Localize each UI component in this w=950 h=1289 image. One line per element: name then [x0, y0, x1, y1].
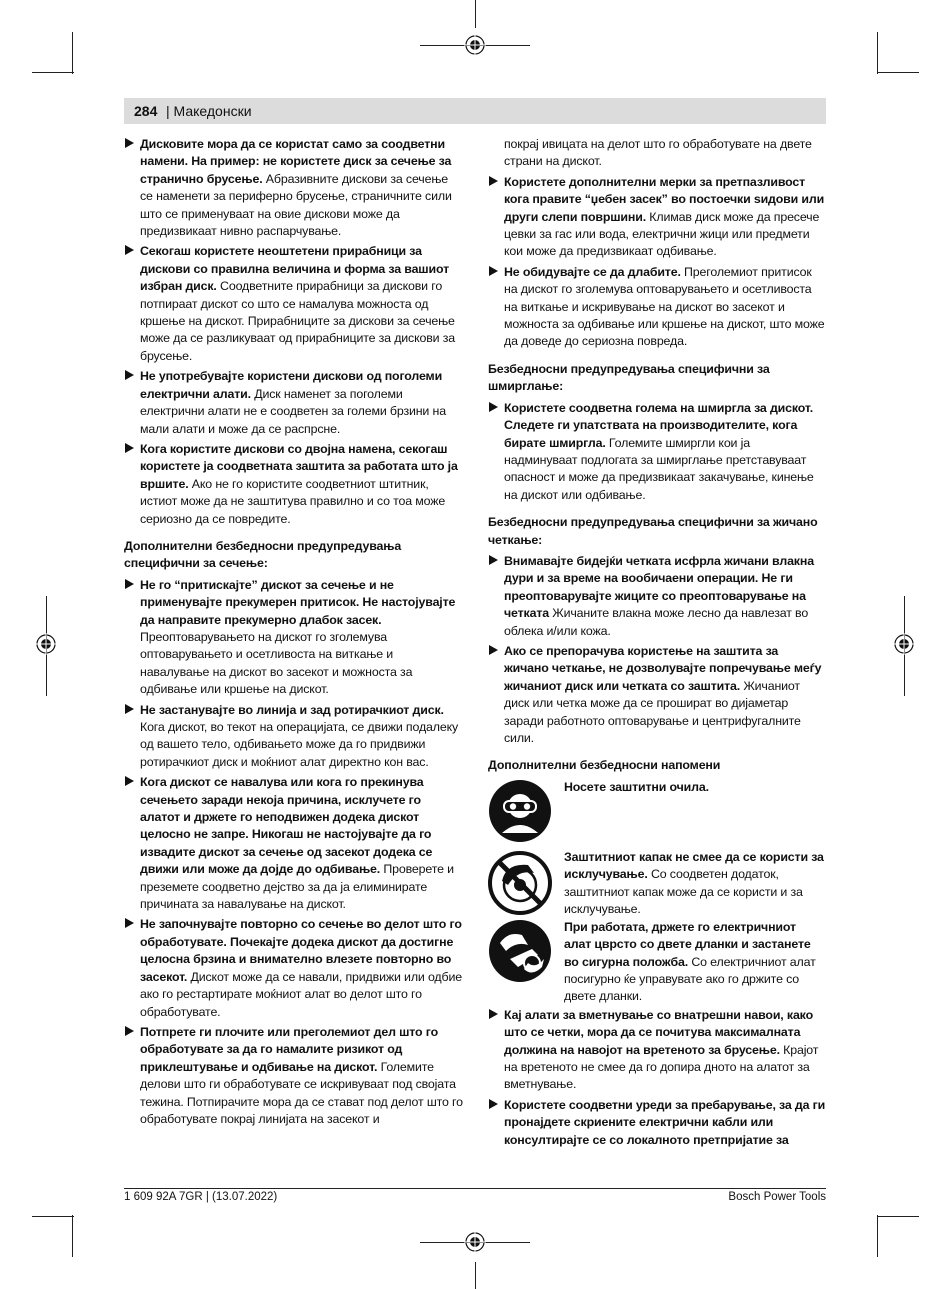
- list-item: Не застанувајте во линија и зад ротирачкиот диск. Кога дискот, во текот на операцијата, се движи подалеку од вашето тело, одбивањето може да го придвижи ротирачкиот диск и моќниот алат директно кон вас.: [124, 702, 464, 772]
- bullet-arrow-icon: [125, 776, 134, 786]
- crop-mark: [877, 1215, 878, 1257]
- list-item: Кога користите дискови со двојна намена, секогаш користете ја соодветната заштита за работата што ја вршите. Ако не го користите соодветниот штитник, истиот може да не заштитува правилно и со тоа може сериозно да се повредите.: [124, 441, 464, 528]
- list-item: Ако се препорачува користење на заштита за жичано четкање, не дозволувајте попречување меѓу жичаниот диск или четката со заштита. Жичаниот диск или четка може да се прошират во дијаметар заради работното оптоварување и центрифугалните сили.: [488, 643, 826, 747]
- crop-mark: [475, 1262, 476, 1289]
- list-item: Користете соодветна голема на шмиргла за дискот. Следете ги упатствата на производителите, кога бирате шмиргла. Големите шмиргли кои ја надминуваат подлогата за шмирглање претставуваат опасност и може да предизвикаат закачување, кинење на дискот или одбивање.: [488, 400, 826, 504]
- bullet-arrow-icon: [489, 266, 498, 276]
- symbol-row-goggles: [488, 779, 826, 849]
- section-heading: Дополнителни безбедносни напомени: [488, 758, 721, 773]
- bullet-arrow-icon: [125, 918, 134, 928]
- list-item: Користете дополнителни мерки за претпазливост кога правите “џебен засек” во постоечки ѕидови или други слепи површини. Климав диск може да пресече цевки за гас или вода, електрични жици или предмети кои може да предизвикаат одбивање.: [488, 174, 826, 261]
- bullet-arrow-icon: [489, 645, 498, 655]
- symbol-text: Заштитниот капак не смее да се користи за исклучување. Со соодветен додаток, заштитниот капак може да се користи и за исклучување.: [564, 849, 824, 917]
- crop-mark: [877, 32, 878, 74]
- crop-mark: [32, 72, 74, 73]
- continued-text: покрај ивицата на делот што го обработувате на двете страни на дискот.: [504, 137, 812, 169]
- list-item: Не го “притискајте” дискот за сечење и не применувајте прекумерен притисок. Не настојувајте да направите прекумерно длабок засек. Преоптоварувањето на дискот го зголемува оптоварувањето и осетливоста на виткање и навалување на дискот во засекот и можноста за одбивање или кршење на дискот.: [124, 577, 464, 699]
- footer-doc-id: 1 609 92A 7GR | (13.07.2022): [124, 1191, 278, 1203]
- bullet-arrow-icon: [125, 370, 134, 380]
- symbol-text: Носете заштитни очила.: [564, 779, 709, 794]
- two-hands-grip-icon: [488, 919, 552, 983]
- crop-mark: [72, 32, 73, 74]
- language-label: | Македонски: [166, 103, 252, 119]
- list-item: Внимавајте бидејќи четката исфрла жичани влакна дури и за време на вообичаени операции. Не ги преоптоварувајте жиците со преоптоварување на четката Жичаните влакна може лесно да навлезат во облека и/или кожа.: [488, 553, 826, 640]
- section-heading: Безбедносни предупредувања специфични за шмирглање:: [488, 361, 770, 394]
- bullet-arrow-icon: [489, 1099, 498, 1109]
- no-cutting-guard-icon: [488, 851, 552, 915]
- list-item: Не употребувајте користени дискови од поголеми електрични алати. Диск наменет за поголеми електрични алати не е соодветен за големи брзини на мали алати и може да се распрсне.: [124, 368, 464, 438]
- section-heading: Дополнителни безбедносни предупредувања специфични за сечење:: [124, 538, 402, 571]
- list-item: Дисковите мора да се користат само за соодветни намени. На пример: не користете диск за сечење за странично брусење. Абразивните дискови за сечење се наменети за периферно брусење, страничните сили што се применуваат на овие дискови може да предизвикаат нивно распарчување.: [124, 136, 464, 240]
- left-column: [124, 136, 464, 1131]
- list-item: Секогаш користете неоштетени прирабници за дискови со правилна величина и форма за вашиот избран диск. Соодветните прирабници за дискови го потпираат дискот со што се намалува можноста од кршење на дискот. Прирабниците за дискови за сечење може да се разликуваат од прирабниците за дискови за брусење.: [124, 243, 464, 365]
- crop-mark: [32, 1216, 74, 1217]
- bullet-arrow-icon: [125, 704, 134, 714]
- bullet-arrow-icon: [125, 579, 134, 589]
- registration-mark-icon: [464, 34, 486, 56]
- bullet-arrow-icon: [489, 1009, 498, 1019]
- right-column: [488, 136, 826, 1152]
- registration-mark-icon: [464, 1231, 486, 1253]
- list-item: Не започнувајте повторно со сечење во делот што го обработувате. Почекајте додека дискот да достигне целосна брзина и внимателно влезете повторно во засекот. Дискот може да се навали, придвижи или одбие ако го рестартирате моќниот алат во делот што го обработувате.: [124, 916, 464, 1020]
- bullet-arrow-icon: [125, 1026, 134, 1036]
- list-item: Кога дискот се навалува или кога го прекинува сечењето заради некоја причина, исклучете го алатот и држете го неподвижен додека дискот целосно не запре. Никогаш не настојувајте да го извадите дискот за сечење од засекот додека се движи или може да дојде до одбивање. Проверете и преземете соодветно дејство за да ја елиминирате причината за навалување на дискот.: [124, 774, 464, 913]
- registration-mark-icon: [893, 633, 915, 655]
- symbol-row-guard: [488, 849, 826, 919]
- page-number: 284: [134, 103, 158, 119]
- footer-rule: [124, 1188, 826, 1189]
- list-item: Кај алати за вметнување со внатрешни навои, како што се четки, мора да се почитува максималната должина на навојот на вретеното за брусење. Крајот на вретеното не смее да го допира дното на алатот за вметнување.: [488, 1007, 826, 1094]
- bullet-arrow-icon: [489, 555, 498, 565]
- bullet-arrow-icon: [125, 138, 134, 148]
- symbol-row-two-hands: [488, 919, 826, 1007]
- crop-mark: [877, 1216, 919, 1217]
- registration-mark-icon: [35, 633, 57, 655]
- crop-mark: [72, 1215, 73, 1257]
- section-heading: Безбедносни предупредувања специфични за жичано четкање:: [488, 515, 818, 547]
- list-item: Не обидувајте се да длабите. Преголемиот притисок на дискот го зголемува оптоварувањето и осетливоста на виткање и искривување на дискот во засекот и можноста за одбивање или кршење на дискот, што може да доведе до сериозна повреда.: [488, 264, 826, 351]
- bullet-arrow-icon: [489, 402, 498, 412]
- list-item: Користете соодветни уреди за пребарување, за да ги пронајдете скриените електрични кабли или консултирајте се со локалното претпријатие за: [488, 1097, 826, 1149]
- list-item: Потпрете ги плочите или преголемиот дел што го обработувате за да го намалите ризикот од приклештување и одбивање на дискот. Големите делови што ги обработувате се искривуваат под својата тежина. Потпирачите мора да се стават под делот што го обработувате покрај линијата на засекот и: [124, 1024, 464, 1128]
- symbol-text: При работата, држете го електричниот алат цврсто со двете дланки и застанете во сигурна положба. Со електричниот алат посигурно ќе управувате ако го држите со двете дланки.: [564, 919, 816, 1004]
- bullet-arrow-icon: [125, 443, 134, 453]
- crop-mark: [475, 0, 476, 28]
- crop-mark: [877, 72, 919, 73]
- safety-goggles-icon: [488, 779, 552, 843]
- footer-brand: Bosch Power Tools: [728, 1191, 826, 1203]
- bullet-arrow-icon: [125, 245, 134, 255]
- bullet-arrow-icon: [489, 176, 498, 186]
